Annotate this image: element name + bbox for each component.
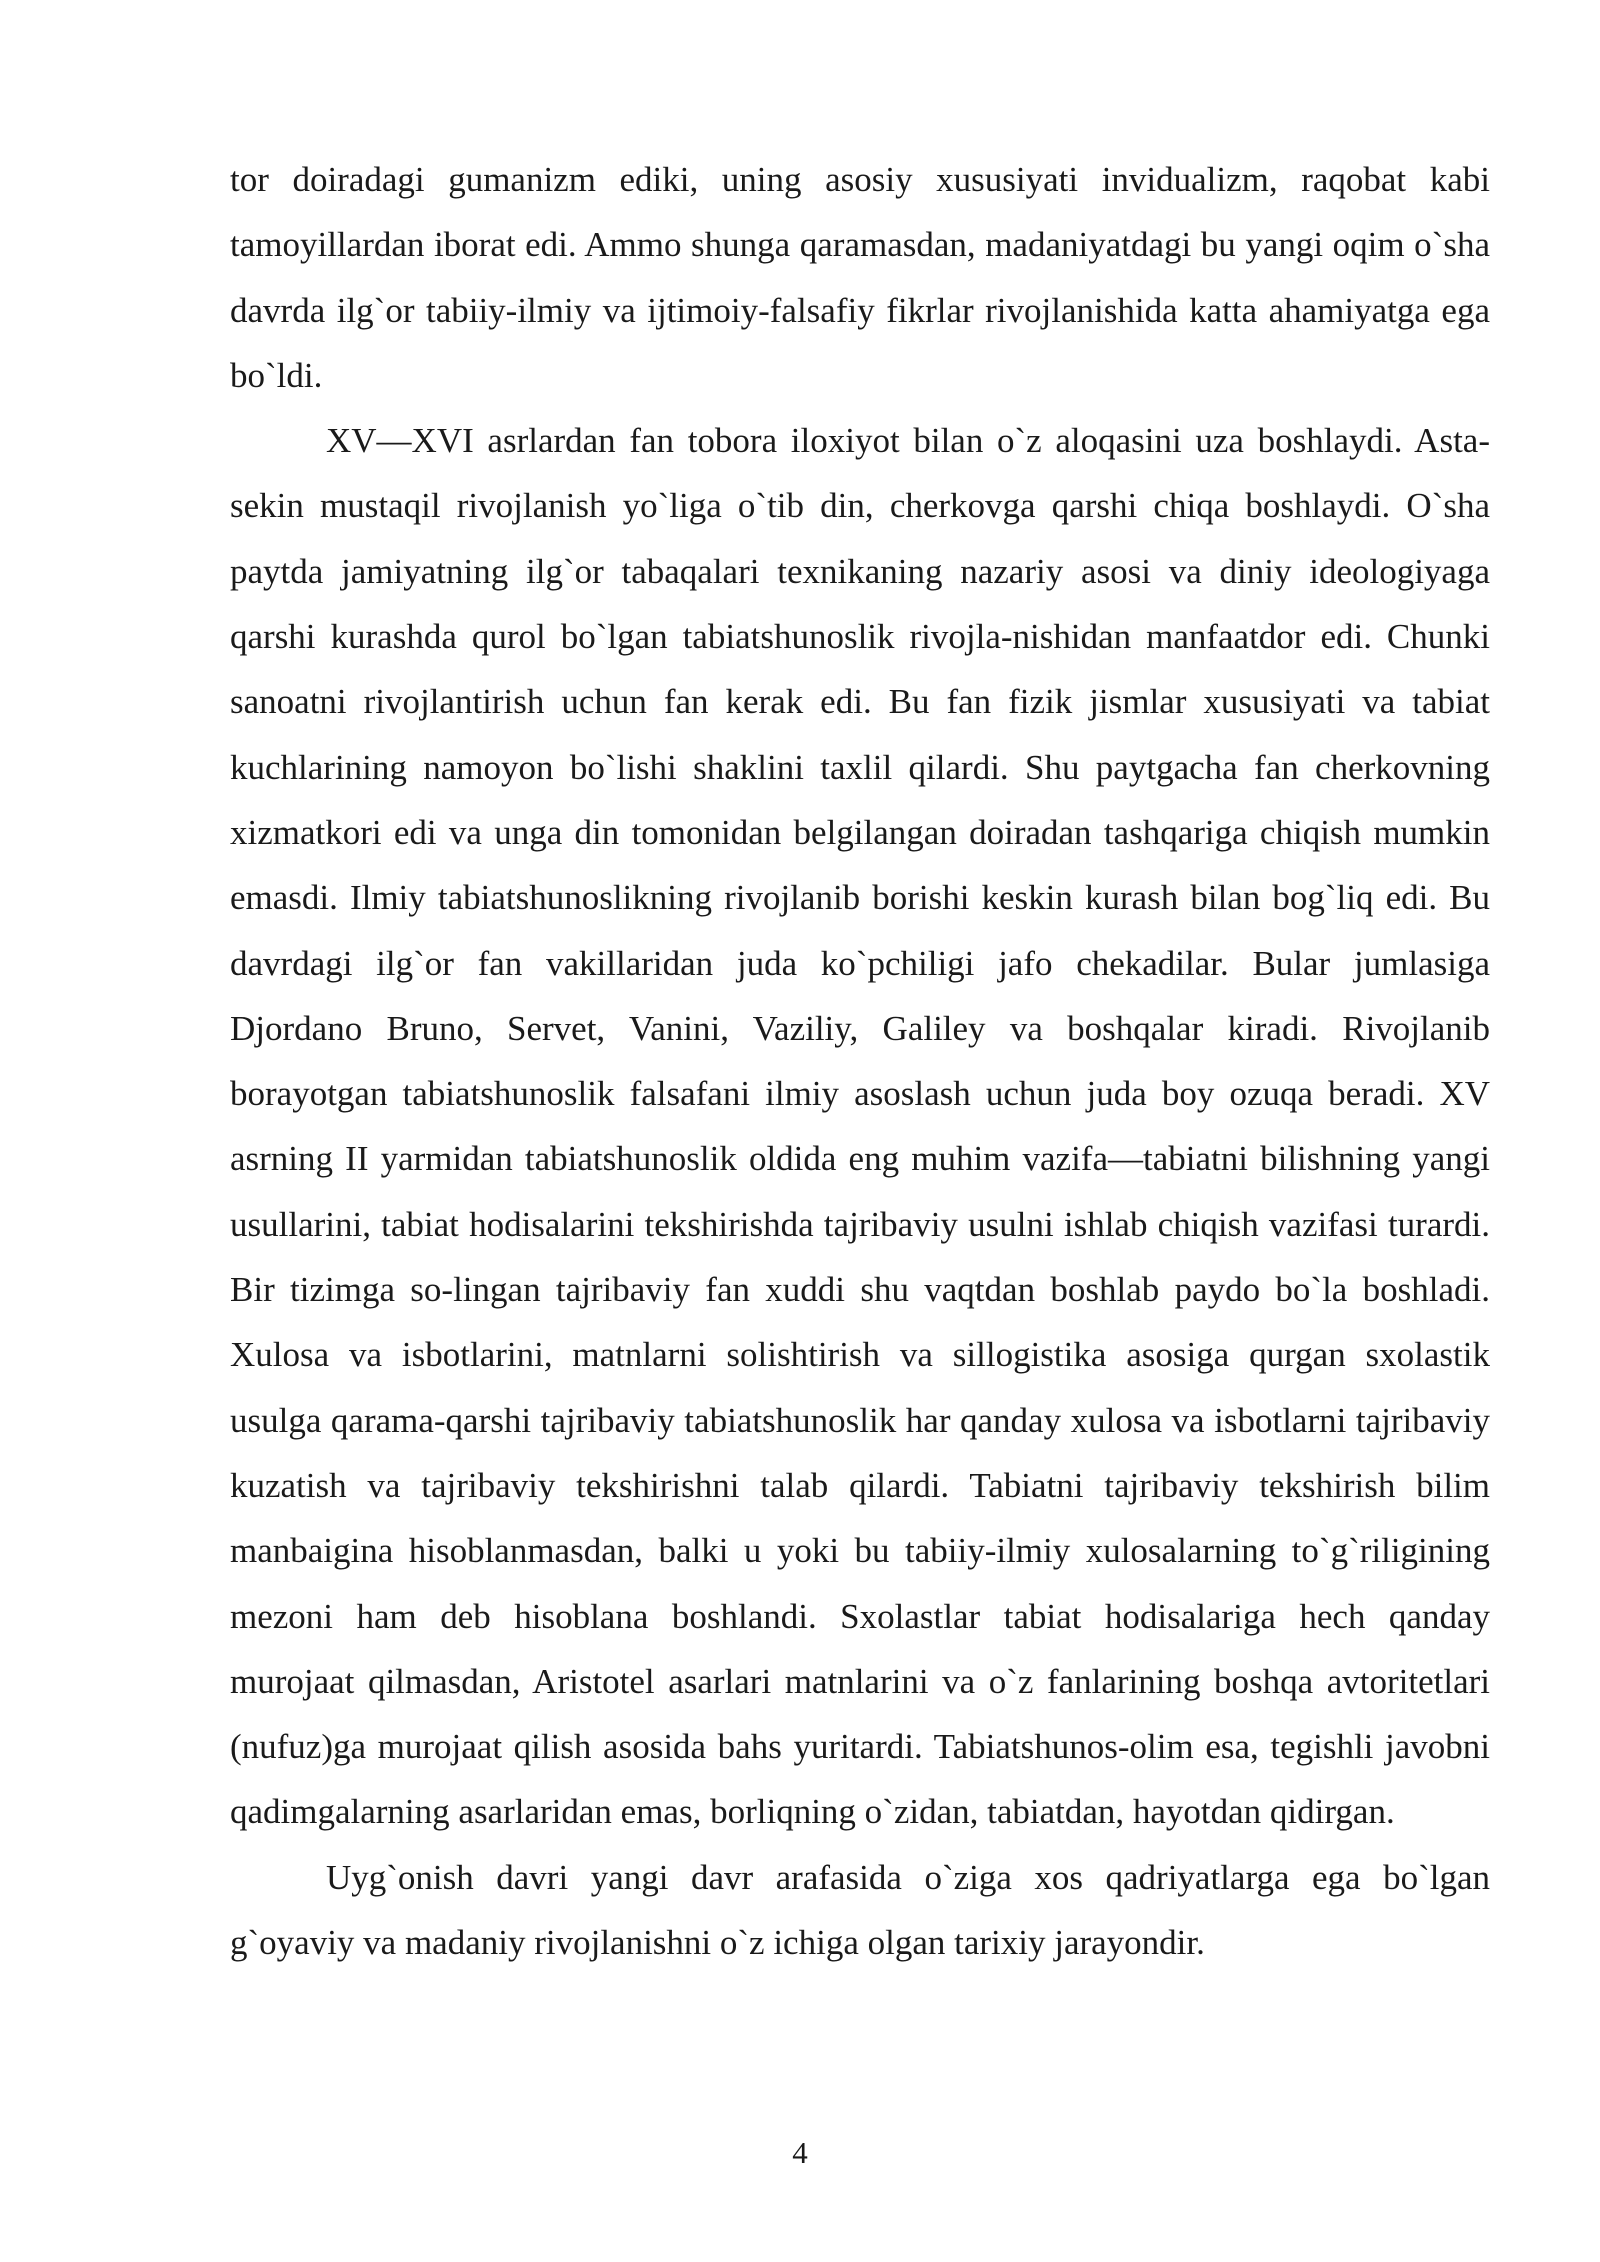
page-number: 4	[792, 2135, 808, 2170]
body-text	[230, 147, 1490, 1975]
paragraph-3: Uyg`onish davri yangi davr arafasida o`ziga xos qadriyatlarga ega bo`lgan g`oyaviy va madaniy rivojlanishni o`z ichiga olgan tarixiy jarayondir.	[230, 1857, 1490, 1963]
paragraph-2: XV—XVI asrlardan fan tobora iloxiyot bilan o`z aloqasini uza boshlaydi. Asta-sekin mustaqil rivojlanish yo`liga o`tib din, cherkovga qarshi chiqa boshlaydi. O`sha paytda jamiyatning ilg`or tabaqalari texnikaning nazariy asosi va diniy ideologiyaga qarshi kurashda qurol bo`lgan tabiatshunoslik rivojla-nishidan manfaatdor edi. Chunki sanoatni rivojlantirish uchun fan kerak edi. Bu fan fizik jismlar xususiyati va tabiat kuchlarining namoyon bo`lishi shaklini taxlil qilardi. Shu paytgacha fan cherkovning xizmatkori edi va unga din tomonidan belgilangan doiradan tashqariga chiqish mumkin emasdi. Ilmiy tabiatshunoslikning rivojlanib borishi keskin kurash bilan bog`liq edi. Bu davrdagi ilg`or fan vakillaridan juda ko`pchiligi jafo chekadilar. Bular jumlasiga Djordano Bruno, Servet, Vanini, Vaziliy, Galiley va boshqalar kiradi. Rivojlanib borayotgan tabiatshunoslik falsafani ilmiy asoslash uchun juda boy ozuqa beradi. XV asrning II yarmidan tabiatshunoslik oldida eng muhim vazifa—tabiatni bilishning yangi usullarini, tabiat hodisalarini tekshirishda tajribaviy usulni ishlab chiqish vazifasi turardi. Bir tizimga so-lingan tajribaviy fan xuddi shu vaqtdan boshlab paydo bo`la boshladi. Xulosa va isbotlarini, matnlarni solishtirish va sillogistika asosiga qurgan sxolastik usulga qarama-qarshi tajribaviy tabiatshunoslik har qanday xulosa va isbotlarni tajribaviy kuzatish va tajribaviy tekshirishni talab qilardi. Tabiatni tajribaviy tekshirish bilim manbaigina hisoblanmasdan, balki u yoki bu tabiiy-ilmiy xulosalarning to`g`riligining mezoni ham deb hisoblana boshlandi. Sxolastlar tabiat hodisalariga hech qanday murojaat qilmasdan, Aristotel asarlari matnlarini va o`z fanlarining boshqa avtoritetlari (nufuz)ga murojaat qilish asosida bahs yuritardi. Tabiatshunos-olim esa, tegishli javobni qadimgalarning asarlaridan emas, borliqning o`zidan, tabiatdan, hayotdan qidirgan.	[230, 421, 1490, 1832]
paragraph-1: tor doiradagi gumanizm ediki, uning asosiy xususiyati invidualizm, raqobat kabi tamoyillardan iborat edi. Ammo shunga qaramasdan, madaniyatdagi bu yangi oqim o`sha davrda ilg`or tabiiy-ilmiy va ijtimoiy-falsafiy fikrlar rivojlanishida katta ahamiyatga ega bo`ldi.	[230, 160, 1490, 395]
